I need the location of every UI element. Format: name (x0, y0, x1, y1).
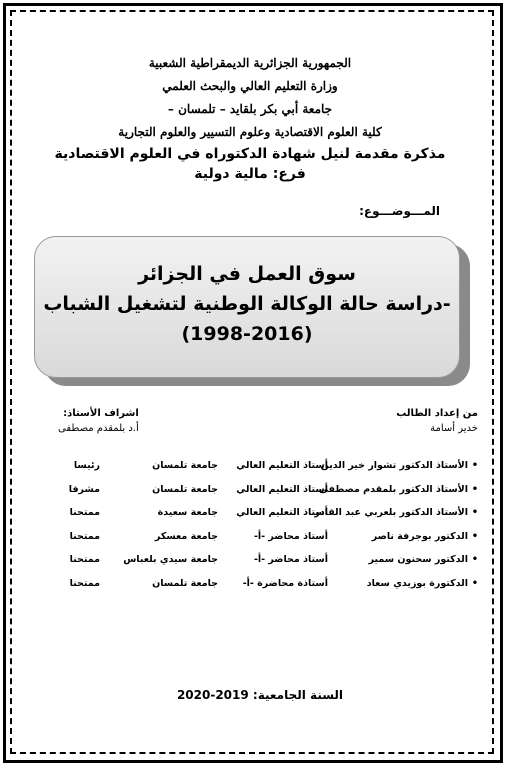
jury-name: الأستاذ الدكتور بلعربي عبد القادر (314, 507, 468, 519)
topic-label: المـــوضـــوع: (359, 204, 440, 218)
ministry-line: وزارة التعليم العالي والبحث العلمي (162, 79, 338, 93)
jury-university: جامعة سيدي بلعباس (123, 554, 218, 566)
jury-rank: أستاذ التعليم العالي (236, 483, 328, 495)
jury-role: ممتحنا (69, 554, 100, 566)
jury-name: الدكتور سحنون سمير (368, 554, 468, 566)
supervisor-block (58, 406, 139, 436)
jury-row (28, 454, 482, 478)
bullet-icon: • (471, 577, 479, 589)
jury-row (28, 548, 482, 572)
jury-role: ممتحنا (69, 507, 100, 519)
university-line: جامعة أبي بكر بلقايد – تلمسان – (167, 102, 333, 116)
bullet-icon: • (471, 530, 479, 542)
republic-line: الجمهورية الجزائرية الديمقراطية الشعبية (148, 56, 352, 70)
jury-university: جامعة معسكر (154, 530, 218, 542)
student-block (396, 406, 478, 436)
thesis-line: مذكرة مقدمة لنيل شهادة الدكتوراه في العلوم الاقتصادية (54, 146, 446, 162)
supervisor-name: أ.د بلمقدم مصطفى (58, 423, 139, 434)
jury-name: الأستاذ الدكتور بلمقدم مصطفى (318, 483, 468, 495)
branch-line: فرع: مالية دولية (194, 166, 306, 182)
jury-role: ممتحنا (69, 530, 100, 542)
jury-rank: أستاذ محاضر -أ- (253, 554, 328, 566)
bullet-icon: • (471, 460, 479, 472)
title-line-2: -دراسة حالة الوكالة الوطنية لتشغيل الشباب (43, 293, 451, 315)
faculty-line: كلية العلوم الاقتصادية وعلوم التسيير والعلوم التجارية (118, 125, 382, 139)
jury-role: ممتحنا (69, 577, 100, 589)
title-line-3: (1998-2016) (181, 323, 313, 345)
title-box (34, 236, 460, 378)
jury-row (28, 478, 482, 502)
jury-role: رئيسا (73, 460, 100, 472)
jury-row (28, 572, 482, 596)
student-label: من إعداد الطالب (396, 408, 478, 419)
student-name: خدير أسامة (430, 423, 478, 434)
jury-rank: أستاذ التعليم العالي (236, 460, 328, 472)
jury-row (28, 525, 482, 549)
jury-role: مشرفا (68, 483, 100, 495)
jury-rank: أستاذ محاضر -أ- (253, 530, 328, 542)
supervisor-label: اشراف الأستاذ: (63, 408, 139, 419)
jury-rank: أستاذ التعليم العالي (236, 507, 328, 519)
bullet-icon: • (471, 507, 479, 519)
academic-year: السنة الجامعية: 2019-2020 (176, 688, 344, 702)
jury-university: جامعة تلمسان (152, 460, 218, 472)
jury-university: جامعة سعيدة (157, 507, 218, 519)
jury-name: الأستاذ الدكتور تشوار خير الدين (320, 460, 468, 472)
jury-rank: أستاذة محاضرة -أ- (242, 577, 328, 589)
jury-name: الدكتورة بوزيدي سعاد (366, 577, 468, 589)
jury-university: جامعة تلمسان (152, 577, 218, 589)
jury-name: الدكتور بوجرفة ناصر (371, 530, 468, 542)
jury-row (28, 501, 482, 525)
bullet-icon: • (471, 483, 479, 495)
title-line-1: سوق العمل في الجزائر (138, 263, 356, 285)
jury-university: جامعة تلمسان (152, 483, 218, 495)
jury-list (28, 454, 482, 595)
institution-header (40, 52, 460, 184)
bullet-icon: • (471, 554, 479, 566)
